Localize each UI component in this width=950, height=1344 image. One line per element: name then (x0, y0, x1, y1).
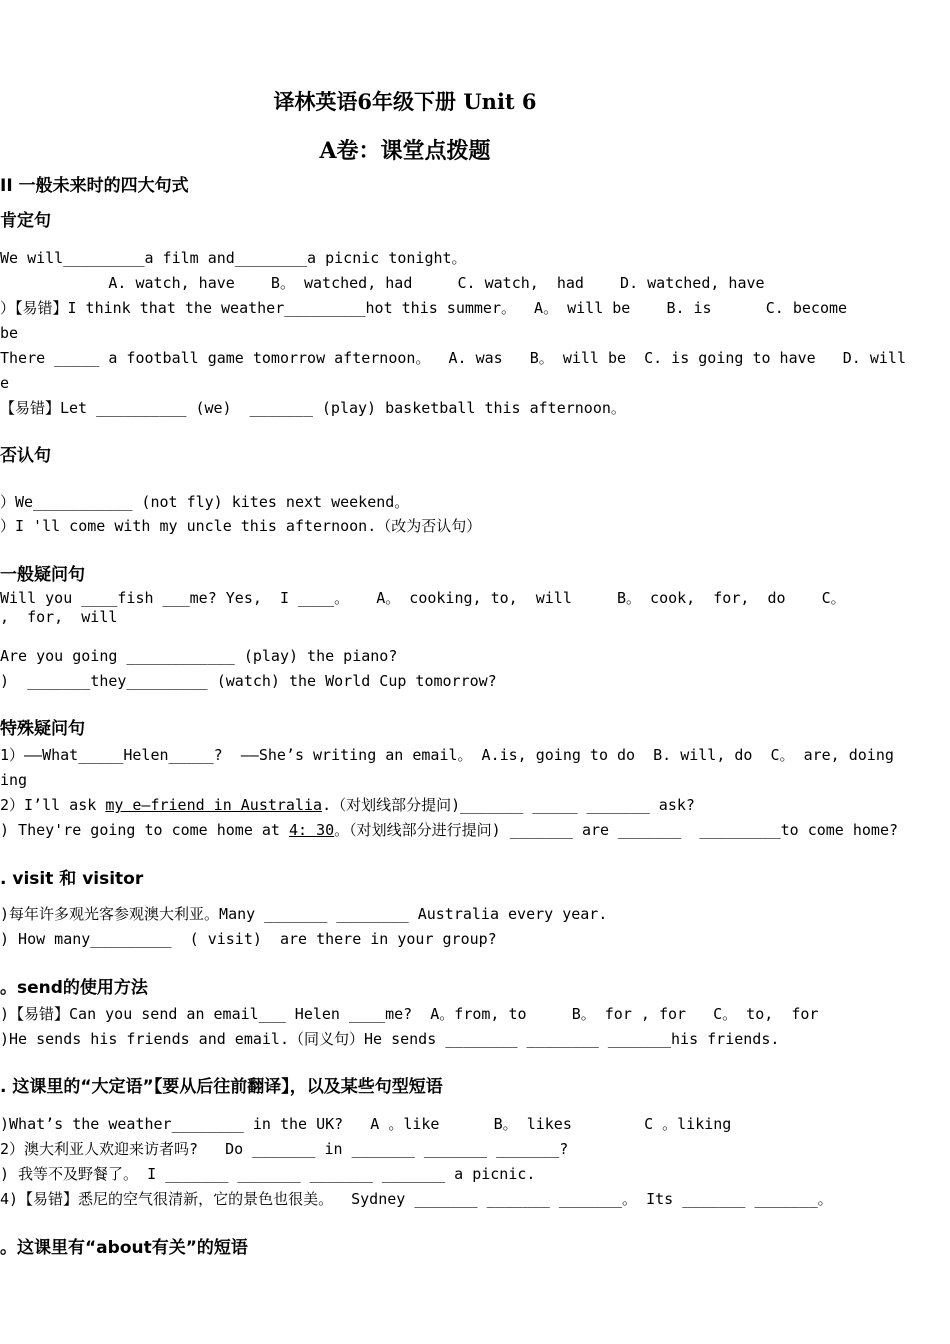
exercise-line: e (0, 374, 10, 392)
section-heading: 肯定句 (0, 211, 51, 231)
exercise-line: We will_________a film and________a picnic tonight。 (0, 249, 467, 267)
section-heading: 否认句 (0, 446, 51, 466)
page-subtitle: A卷：课堂点拨题 (319, 138, 491, 164)
section-heading: II 一般未来时的四大句式 (0, 176, 189, 196)
exercise-line: )He sends his friends and email.（同义句）He sends ________ ________ _______his friends. (0, 1030, 780, 1048)
exercise-line: ) _______they_________ (watch) the World Cup tomorrow? (0, 672, 497, 690)
exercise-line: 4)【易错】悉尼的空气很清新，它的景色也很美。 Sydney _______ _______ _______。 Its _______ _______。 (0, 1190, 833, 1208)
exercise-line: 1）——What_____Helen_____? ——She’s writing an email。 A.is, going to do B. will, do C。 are, doing (0, 746, 894, 764)
section-heading: . visit 和 visitor (0, 869, 144, 889)
exercise-line: ）【易错】I think that the weather_________hot this summer。 A。 will be B. is C. become (0, 299, 848, 317)
exercise-line: 【易错】Let __________ (we) _______ (play) basketball this afternoon。 (0, 399, 626, 417)
section-heading: 一般疑问句 (0, 565, 85, 585)
exercise-line: be (0, 324, 19, 342)
exercise-line: ）I 'll come with my uncle this afternoon.（改为否认句） (0, 517, 482, 535)
section-heading: 。send的使用方法 (0, 978, 148, 998)
exercise-line: Will you ____fish ___me? Yes, I ____。 A。 cooking, to, will B。 cook, for, do C。 (0, 589, 846, 607)
section-heading: 特殊疑问句 (0, 719, 85, 739)
section-heading: 。这课里有“about有关”的短语 (0, 1238, 248, 1258)
exercise-line: There _____ a football game tomorrow afternoon。 A. was B。 will be C. is going to have D. will (0, 349, 906, 367)
exercise-line: A. watch, have B。 watched, had C. watch, had D. watched, have (0, 274, 765, 292)
exercise-line: )【易错】Can you send an email___ Helen ____me? A。from, to B。 for , for C。 to, for (0, 1005, 819, 1023)
exercise-line: 2）澳大利亚人欢迎来访者吗? Do _______ in _______ _______ _______? (0, 1140, 569, 1158)
exercise-line: 2）I’ll ask my e—friend in Australia.（对划线部分提问)_______ _____ _______ ask? (0, 796, 695, 814)
exercise-line: )What’s the weather________ in the UK? A 。like B。 likes C 。liking (0, 1115, 732, 1133)
exercise-line: ) They're going to come home at 4: 30。（对划线部分进行提问) _______ are _______ _________to come home? (0, 821, 899, 839)
exercise-line: ) 我等不及野餐了。 I _______ _______ _______ _______ a picnic. (0, 1165, 536, 1183)
section-heading: . 这课里的“大定语”【要从后往前翻译】，以及某些句型短语 (0, 1077, 443, 1097)
exercise-line: ）We___________ (not fly) kites next weekend。 (0, 493, 410, 511)
exercise-line: ) How many_________ ( visit) are there in your group? (0, 930, 497, 948)
exercise-line: ing (0, 771, 28, 789)
page-title: 译林英语6年级下册 Unit 6 (273, 89, 537, 114)
exercise-line: , for, will (0, 608, 118, 626)
exercise-line: Are you going ____________ (play) the piano? (0, 647, 398, 665)
exercise-line: )每年许多观光客参观澳大利亚。Many _______ ________ Australia every year. (0, 905, 608, 923)
